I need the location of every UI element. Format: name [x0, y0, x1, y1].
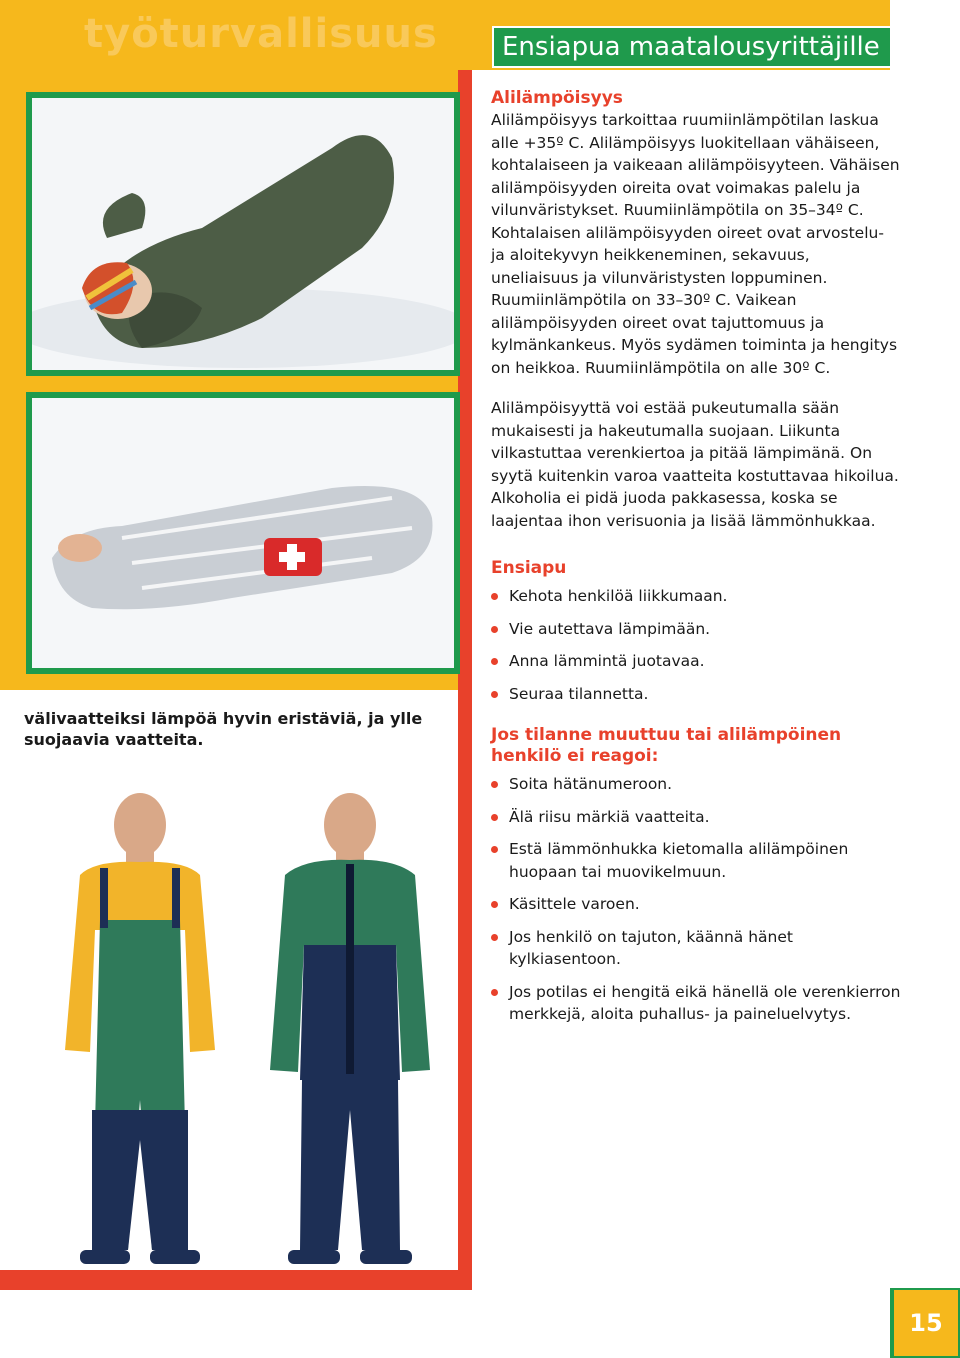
- list-item: Käsittele varoen.: [491, 893, 901, 916]
- list-item: Soita hätänumeroon.: [491, 773, 901, 796]
- hypothermia-prevention: Alilämpöisyyttä voi estää pukeutumalla sään mukaisesti ja hakeutumalla suojaan. Liikunta vilkastuttaa verenkiertoa ja pitää lämpimänä. On syytä kuitenkin varoa vaatteita kostuttavaa hikoilua. Alkoholia ei pidä juoda pakkasessa, koska se laajentaa ihon verisuonia ja lisää lämmönhukkaa.: [491, 399, 899, 530]
- person-overalls: [65, 793, 215, 1264]
- bullet-icon: [491, 814, 498, 821]
- bullet-icon: [491, 901, 498, 908]
- bullet-icon: [491, 781, 498, 788]
- header-divider: [890, 0, 892, 70]
- bullet-icon: [491, 934, 498, 941]
- list-item: Seuraa tilannetta.: [491, 683, 901, 706]
- if-changes-heading: Jos tilanne muuttuu tai alilämpöinen henkilö ei reagoi:: [491, 725, 842, 766]
- red-stripe: [0, 1270, 472, 1290]
- bullet-icon: [491, 593, 498, 600]
- list-item: Jos potilas ei hengitä eikä hänellä ole verenkierron merkkejä, aloita puhallus- ja paineluelvytys.: [491, 981, 901, 1026]
- header-subtitle: Ensiapua maatalousyrittäjille: [492, 26, 892, 68]
- first-aid-list: [491, 585, 901, 705]
- article-body: [491, 88, 901, 1036]
- red-stripe-vertical: [458, 70, 472, 1290]
- photo-foil-blanket: [26, 392, 460, 674]
- list-item: Anna lämmintä juotavaa.: [491, 650, 901, 673]
- hypothermia-heading: Alilämpöisyys: [491, 88, 623, 108]
- clothing-caption: välivaatteiksi lämpöä hyvin eristäviä, ja ylle suojaavia vaatteita.: [24, 709, 423, 749]
- first-aid-heading: Ensiapu: [491, 558, 567, 578]
- bullet-icon: [491, 658, 498, 665]
- clothing-illustration: [40, 780, 440, 1270]
- list-item: Vie autettava lämpimään.: [491, 618, 901, 641]
- series-wordmark: työturvallisuus: [84, 11, 438, 57]
- bullet-icon: [491, 626, 498, 633]
- sleeping-bag-illustration: [32, 98, 454, 370]
- page-number: 15: [892, 1288, 960, 1358]
- list-item: Jos henkilö on tajuton, käännä hänet kylkiasentoon.: [491, 926, 901, 971]
- list-item: Estä lämmönhukka kietomalla alilämpöinen huopaan tai muovikelmuun.: [491, 838, 901, 883]
- bullet-icon: [491, 846, 498, 853]
- person-jacket: [270, 793, 430, 1264]
- foil-blanket-illustration: [32, 398, 454, 668]
- list-item: Älä riisu märkiä vaatteita.: [491, 806, 901, 829]
- hypothermia-intro: Alilämpöisyys tarkoittaa ruumiinlämpötilan laskua alle +35º C. Alilämpöisyys luokitellaan vähäiseen, kohtalaiseen ja vaikeaan alilämpöisyyteen. Vähäisen alilämpöisyyden oireita ovat voimakas palelu ja vilunväristykset. Ruumiinlämpötila on 35–34º C. Kohtalaisen alilämpöisyyden oireet ovat arvostelu- ja aloitekyvyn heikkeneminen, sekavuus, uneliaisuus ja vilunväristysten loppuminen. Ruumiinlämpötila on 33–30º C. Vaikean alilämpöisyyden oireet ovat tajuttomuus ja kylmänkankeus. Myös sydämen toiminta ja hengitys on heikkoa. Ruumiinlämpötila on alle 30º C.: [491, 111, 900, 377]
- if-changes-list: [491, 773, 901, 1026]
- list-item: Kehota henkilöä liikkumaan.: [491, 585, 901, 608]
- bullet-icon: [491, 989, 498, 996]
- photo-sleeping-bag: [26, 92, 460, 376]
- bullet-icon: [491, 691, 498, 698]
